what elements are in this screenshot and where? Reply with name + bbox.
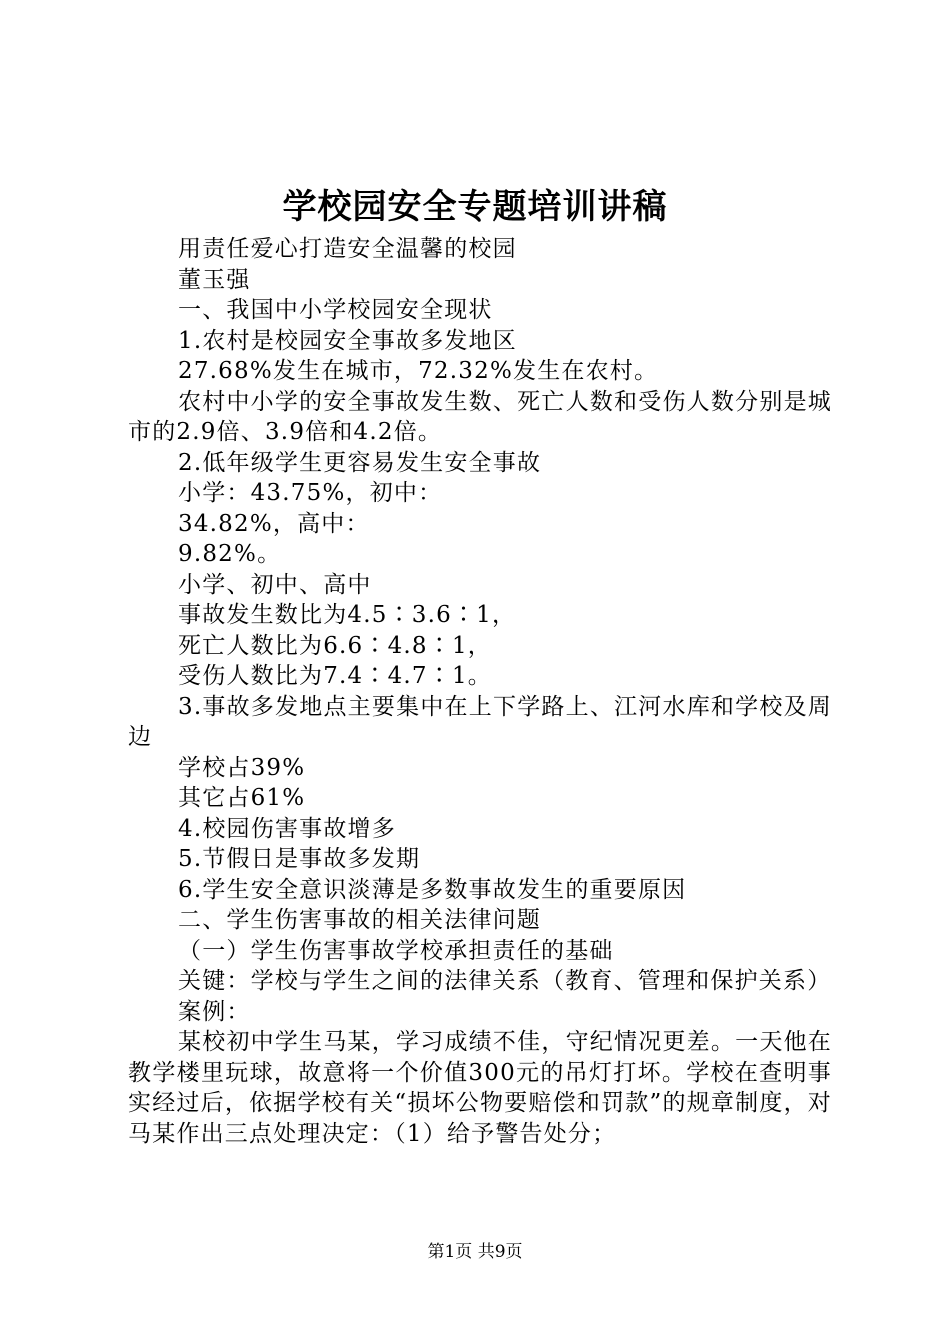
paragraph: 小学：43.75%，初中： [178, 480, 443, 506]
paragraph: 案例： [178, 998, 251, 1025]
paragraph: 4.校园伤害事故增多 [178, 815, 396, 842]
paragraph: 一、我国中小学校园安全现状 [178, 297, 493, 323]
paragraph: 用责任爱心打造安全温馨的校园 [178, 236, 517, 262]
paragraph: 某校初中学生马某，学习成绩不佳，守纪情况更差。一天他在教学楼里玩球，故意将一个价值300元的吊灯打坏。学校在查明事实经过后，依据学校有关“损坏公物要赔偿和罚款”的规章制度，对马某作出三点处理决定：（1）给予警告处分； [128, 1029, 832, 1147]
paragraph: 27.68%发生在城市，72.32%发生在农村。 [178, 358, 659, 384]
paragraph: 3.事故多发地点主要集中在上下学路上、江河水库和学校及周边 [128, 693, 832, 750]
paragraph: （一）学生伤害事故学校承担责任的基础 [178, 937, 614, 964]
paragraph: 9.82%。 [178, 541, 282, 567]
paragraph: 5.节假日是事故多发期 [178, 846, 421, 872]
paragraph: 农村中小学的安全事故发生数、死亡人数和受伤人数分别是城市的2.9倍、3.9倍和4.2倍。 [128, 388, 832, 445]
paragraph: 34.82%，高中： [178, 510, 370, 537]
paragraph: 董玉强 [178, 266, 251, 293]
paragraph: 1.农村是校园安全事故多发地区 [178, 327, 517, 354]
paragraph: 2.低年级学生更容易发生安全事故 [178, 449, 542, 476]
paragraph: 死亡人数比为6.6∶4.8∶1， [178, 632, 492, 659]
document-title: 学校园安全专题培训讲稿 [282, 187, 668, 227]
paragraph: 关键：学校与学生之间的法律关系（教育、管理和保护关系） [178, 968, 832, 994]
paragraph: 学校占39% [178, 754, 306, 781]
paragraph: 二、学生伤害事故的相关法律问题 [178, 907, 541, 933]
paragraph: 受伤人数比为7.4∶4.7∶1。 [178, 663, 492, 689]
paragraph: 6.学生安全意识淡薄是多数事故发生的重要原因 [178, 876, 687, 903]
paragraph: 小学、初中、高中 [178, 571, 372, 598]
paragraph: 事故发生数比为4.5∶3.6∶1， [178, 602, 517, 628]
page-number-footer: 第1页 共9页 [427, 1242, 523, 1262]
document-body [128, 234, 832, 1149]
paragraph: 其它占61% [178, 785, 306, 811]
